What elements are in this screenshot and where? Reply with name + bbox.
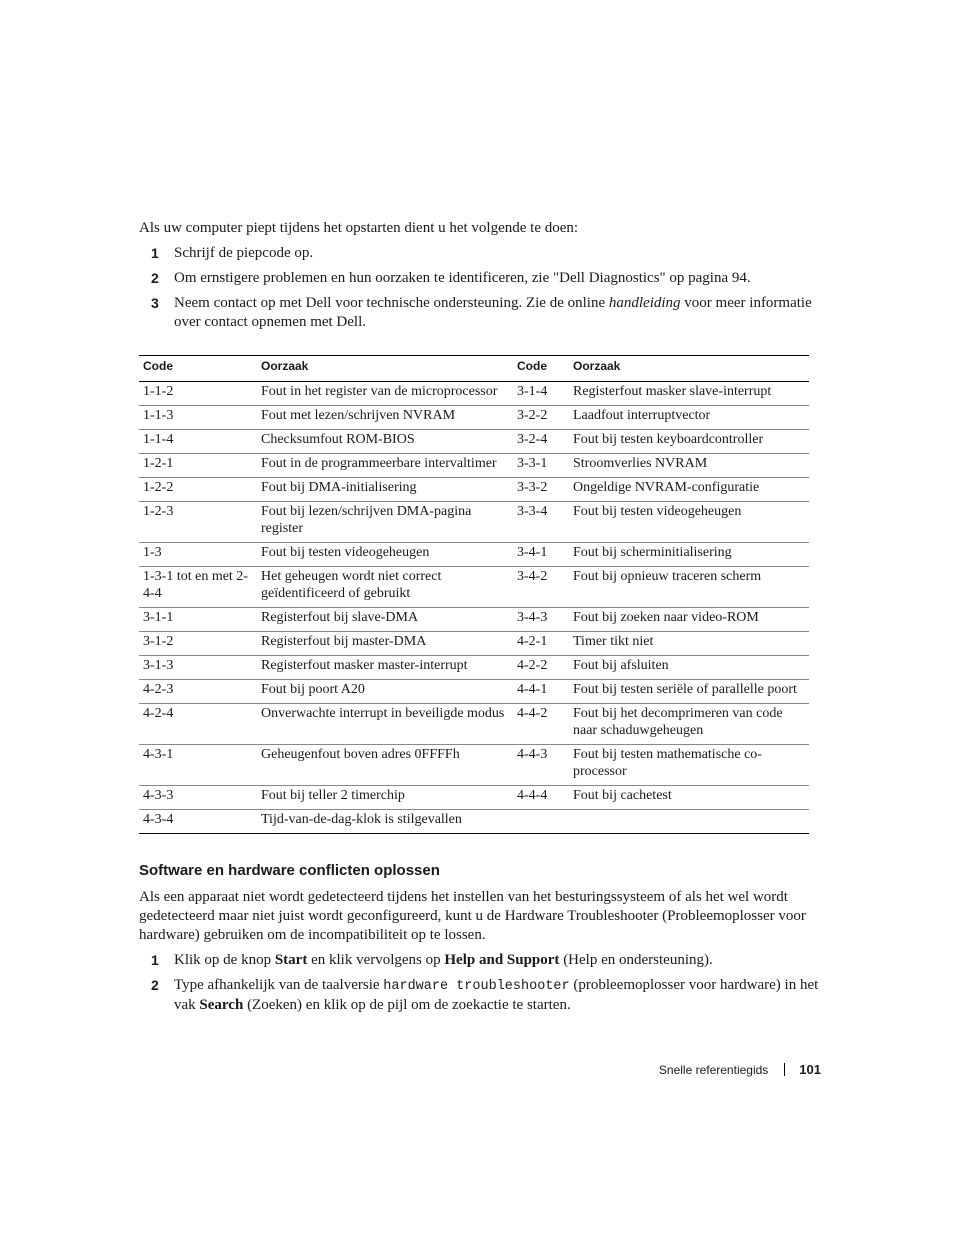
code-cell: 1-2-2 xyxy=(139,478,257,502)
code-cell: 3-1-3 xyxy=(139,656,257,680)
cause-cell: Fout in het register van de microprocessor xyxy=(257,382,513,406)
code-cell: 1-3-1 tot en met 2-4-4 xyxy=(139,567,257,608)
code-cell: 3-1-1 xyxy=(139,608,257,632)
step-text: Neem contact op met Dell voor technische ondersteuning. Zie de online handleiding voor meer informatie over contact opnemen met Dell. xyxy=(174,295,812,330)
cause-cell: Fout met lezen/schrijven NVRAM xyxy=(257,406,513,430)
code-cell: 4-4-2 xyxy=(513,704,569,745)
step-number: 1 xyxy=(151,245,159,261)
code-cell: 1-2-1 xyxy=(139,454,257,478)
code-cell: 3-3-2 xyxy=(513,478,569,502)
search-label: Search xyxy=(199,997,244,1013)
cause-cell: Fout bij zoeken naar video-ROM xyxy=(569,608,809,632)
page-footer xyxy=(600,1062,821,1077)
code-cell: 3-4-2 xyxy=(513,567,569,608)
cause-cell: Registerfout masker master-interrupt xyxy=(257,656,513,680)
cause-cell: Onverwachte interrupt in beveiligde modus xyxy=(257,704,513,745)
code-cell: 4-3-4 xyxy=(143,812,174,827)
section-paragraph: Als een apparaat niet wordt gedetecteerd tijdens het instellen van het besturingssysteem of als het wel wordt gedetecteerd maar niet juist wordt geconfigureerd, kunt u de Hardware Troubleshooter (Probleemoplosser voor hardware) gebruiken om de incompatibiliteit op te lossen. xyxy=(139,889,806,943)
cause-cell: Fout bij teller 2 timerchip xyxy=(257,786,513,810)
table-row xyxy=(139,786,809,810)
code-cell: 3-4-1 xyxy=(513,543,569,567)
cause-cell: Fout bij scherminitialisering xyxy=(569,543,809,567)
table-row xyxy=(139,680,809,704)
table-row xyxy=(139,810,809,834)
cause-cell: Fout bij lezen/schrijven DMA-pagina register xyxy=(257,502,513,543)
table-row xyxy=(139,632,809,656)
cause-cell: Registerfout bij slave-DMA xyxy=(257,608,513,632)
code-cell: 4-4-1 xyxy=(513,680,569,704)
table-body xyxy=(139,382,809,834)
table-row xyxy=(139,454,809,478)
code-cell: 3-4-3 xyxy=(513,608,569,632)
footer-divider xyxy=(784,1063,785,1076)
table-row xyxy=(139,543,809,567)
code-cell xyxy=(513,810,569,834)
code-cell: 4-2-4 xyxy=(139,704,257,745)
table-row xyxy=(139,567,809,608)
code-cell: 4-4-4 xyxy=(513,786,569,810)
code-cell: 4-3-1 xyxy=(139,745,257,786)
intro-paragraph: Als uw computer piept tijdens het opstarten dient u het volgende te doen: xyxy=(139,220,579,236)
cause-cell: Laadfout interruptvector xyxy=(569,406,809,430)
table-row xyxy=(139,406,809,430)
cause-cell: Stroomverlies NVRAM xyxy=(569,454,809,478)
code-cell: 3-1-4 xyxy=(513,382,569,406)
cause-cell: Fout bij opnieuw traceren scherm xyxy=(569,567,809,608)
code-cell: 1-1-4 xyxy=(139,430,257,454)
list-item xyxy=(139,294,819,332)
cause-cell: Fout bij testen seriële of parallelle poort xyxy=(569,680,809,704)
help-support-label: Help and Support xyxy=(444,952,560,968)
step-text: Om ernstigere problemen en hun oorzaken te identificeren, zie "Dell Diagnostics" op pagina 94. xyxy=(174,270,751,286)
step-number: 1 xyxy=(151,952,159,968)
cause-cell: Fout bij testen keyboardcontroller xyxy=(569,430,809,454)
step-text: Type afhankelijk van de taalversie hardware troubleshooter (probleemoplosser voor hardware) in het vak Search (Zoeken) en klik op de pijl om de zoekactie te starten. xyxy=(174,977,819,1013)
cause-cell: Fout bij testen videogeheugen xyxy=(257,543,513,567)
step-number: 2 xyxy=(151,977,159,993)
cause-cell: Fout bij poort A20 xyxy=(257,680,513,704)
cause-cell: Geheugenfout boven adres 0FFFFh xyxy=(257,745,513,786)
list-item xyxy=(139,951,819,970)
step-number: 3 xyxy=(151,295,159,311)
cause-cell: Fout bij cachetest xyxy=(569,786,809,810)
column-header-code: Code xyxy=(139,356,257,382)
table-row xyxy=(139,704,809,745)
cause-cell: Registerfout bij master-DMA xyxy=(257,632,513,656)
cause-cell: Fout in de programmeerbare intervaltimer xyxy=(257,454,513,478)
cause-cell: Fout bij testen mathematische co-processor xyxy=(569,745,809,786)
cause-cell: Fout bij het decomprimeren van code naar schaduwgeheugen xyxy=(569,704,809,745)
cause-cell: Tijd-van-de-dag-klok is stilgevallen xyxy=(261,812,462,827)
table-row xyxy=(139,478,809,502)
cause-cell xyxy=(569,810,809,834)
code-cell: 3-3-4 xyxy=(513,502,569,543)
cause-cell: Het geheugen wordt niet correct geïdentificeerd of gebruikt xyxy=(257,567,513,608)
code-cell: 1-2-3 xyxy=(139,502,257,543)
troubleshooter-steps-list xyxy=(139,951,819,1021)
table-row xyxy=(139,608,809,632)
code-cell: 4-2-2 xyxy=(513,656,569,680)
column-header-cause: Oorzaak xyxy=(569,356,809,382)
table-row xyxy=(139,382,809,406)
start-label: Start xyxy=(274,952,308,968)
step-text: Klik op de knop Start en klik vervolgens op Help and Support (Help en ondersteuning). xyxy=(174,952,713,968)
code-cell: 3-3-1 xyxy=(513,454,569,478)
cause-cell: Registerfout masker slave-interrupt xyxy=(569,382,809,406)
cause-cell: Fout bij DMA-initialisering xyxy=(257,478,513,502)
list-item xyxy=(139,976,819,1015)
column-header-code: Code xyxy=(513,356,569,382)
code-cell: 1-1-2 xyxy=(139,382,257,406)
table-header-row xyxy=(139,356,809,382)
section-title: Software en hardware conflicten oplossen xyxy=(139,862,440,879)
code-cell: 1-1-3 xyxy=(139,406,257,430)
cause-cell: Ongeldige NVRAM-configuratie xyxy=(569,478,809,502)
column-header-cause: Oorzaak xyxy=(257,356,513,382)
beep-steps-list xyxy=(139,244,819,338)
page-number: 101 xyxy=(799,1062,821,1077)
code-cell: 4-3-3 xyxy=(139,786,257,810)
beep-code-table xyxy=(139,355,809,834)
code-cell: 3-2-2 xyxy=(513,406,569,430)
table-row xyxy=(139,656,809,680)
list-item xyxy=(139,244,819,263)
step-number: 2 xyxy=(151,270,159,286)
code-cell: 1-3 xyxy=(139,543,257,567)
cause-cell: Fout bij afsluiten xyxy=(569,656,809,680)
code-cell: 4-2-3 xyxy=(139,680,257,704)
step-text: Schrijf de piepcode op. xyxy=(174,245,314,261)
table-row xyxy=(139,502,809,543)
cause-cell: Fout bij testen videogeheugen xyxy=(569,502,809,543)
cause-cell: Timer tikt niet xyxy=(569,632,809,656)
table-row xyxy=(139,430,809,454)
manual-emphasis: handleiding xyxy=(608,295,681,311)
guide-title: Snelle referentiegids xyxy=(658,1063,769,1077)
command-text: hardware troubleshooter xyxy=(383,979,570,994)
code-cell: 3-2-4 xyxy=(513,430,569,454)
code-cell: 3-1-2 xyxy=(139,632,257,656)
list-item xyxy=(139,269,819,288)
code-cell: 4-2-1 xyxy=(513,632,569,656)
code-cell: 4-4-3 xyxy=(513,745,569,786)
table-row xyxy=(139,745,809,786)
cause-cell: Checksumfout ROM-BIOS xyxy=(257,430,513,454)
